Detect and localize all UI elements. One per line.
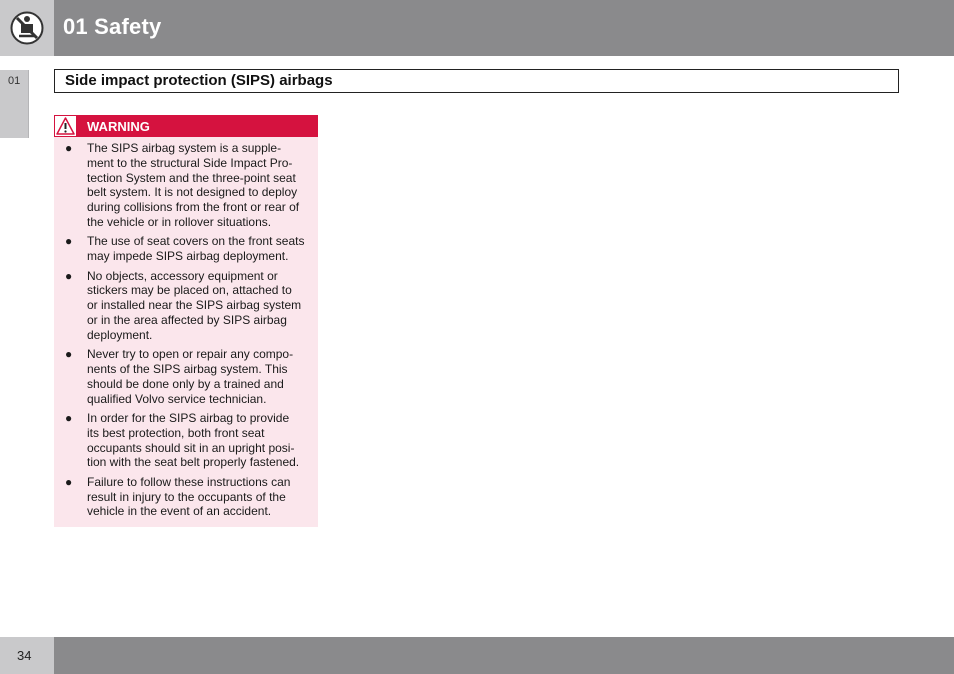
page-header — [0, 0, 954, 56]
bullet-icon: ● — [65, 474, 73, 489]
warning-list-item — [54, 347, 318, 406]
warning-line: or installed near the SIPS airbag system — [87, 298, 302, 313]
warning-line: qualified Volvo service technician. — [87, 391, 267, 406]
section-heading — [54, 69, 899, 93]
warning-triangle-icon — [56, 117, 75, 135]
warning-line: tion with the seat belt properly fastened. — [87, 455, 300, 470]
warning-line: should be done only by a trained and — [87, 376, 284, 391]
warning-line: stickers may be placed on, attached to — [87, 283, 292, 298]
warning-line: Never try to open or repair any compo- — [87, 347, 294, 362]
warning-line: The use of seat covers on the front seats — [87, 234, 305, 249]
seatbelt-icon — [10, 11, 44, 45]
warning-line: may impede SIPS airbag deployment. — [87, 249, 289, 264]
warning-list-item — [54, 269, 318, 343]
page-title: 01 Safety — [63, 14, 162, 39]
warning-list-item — [54, 411, 318, 470]
warning-line: ment to the structural Side Impact Pro- — [87, 155, 293, 170]
bullet-icon: ● — [65, 347, 73, 362]
warning-header — [54, 115, 318, 137]
warning-list-item — [54, 475, 318, 519]
warning-box — [54, 115, 318, 527]
warning-line: No objects, accessory equipment or — [87, 268, 278, 283]
bullet-icon: ● — [65, 234, 73, 249]
page-number: 34 — [17, 648, 32, 663]
bullet-icon: ● — [65, 141, 73, 155]
warning-list-item — [54, 141, 318, 230]
warning-line: vehicle in the event of an accident. — [87, 504, 272, 519]
warning-icon-box — [54, 115, 77, 137]
warning-line: tection System and the three-point seat — [87, 170, 296, 185]
page-footer — [0, 637, 954, 674]
warning-line: its best protection, both front seat — [87, 425, 265, 440]
warning-line: result in injury to the occupants of the — [87, 489, 286, 504]
chapter-tab-label: 01 — [8, 75, 21, 87]
warning-list-item — [54, 234, 318, 264]
bullet-icon: ● — [65, 268, 73, 283]
chapter-tab — [0, 70, 29, 138]
warning-list — [54, 141, 318, 524]
header-icon-box — [0, 0, 54, 56]
bullet-icon: ● — [65, 410, 73, 425]
warning-line: Failure to follow these instructions can — [87, 474, 291, 489]
warning-line: occupants should sit in an upright posi- — [87, 440, 295, 455]
warning-line: the vehicle or in rollover situations. — [87, 214, 272, 229]
warning-line: nents of the SIPS airbag system. This — [87, 361, 288, 376]
warning-line: In order for the SIPS airbag to provide — [87, 410, 290, 425]
warning-line: deployment. — [87, 327, 153, 342]
page-number-box — [0, 637, 54, 674]
warning-line: during collisions from the front or rear of — [87, 200, 300, 215]
warning-line: belt system. It is not designed to deploy — [87, 185, 298, 200]
warning-label: WARNING — [87, 119, 150, 134]
section-title: Side impact protection (SIPS) airbags — [65, 72, 333, 89]
warning-line: The SIPS airbag system is a supple- — [87, 141, 282, 155]
warning-line: or in the area affected by SIPS airbag — [87, 312, 287, 327]
